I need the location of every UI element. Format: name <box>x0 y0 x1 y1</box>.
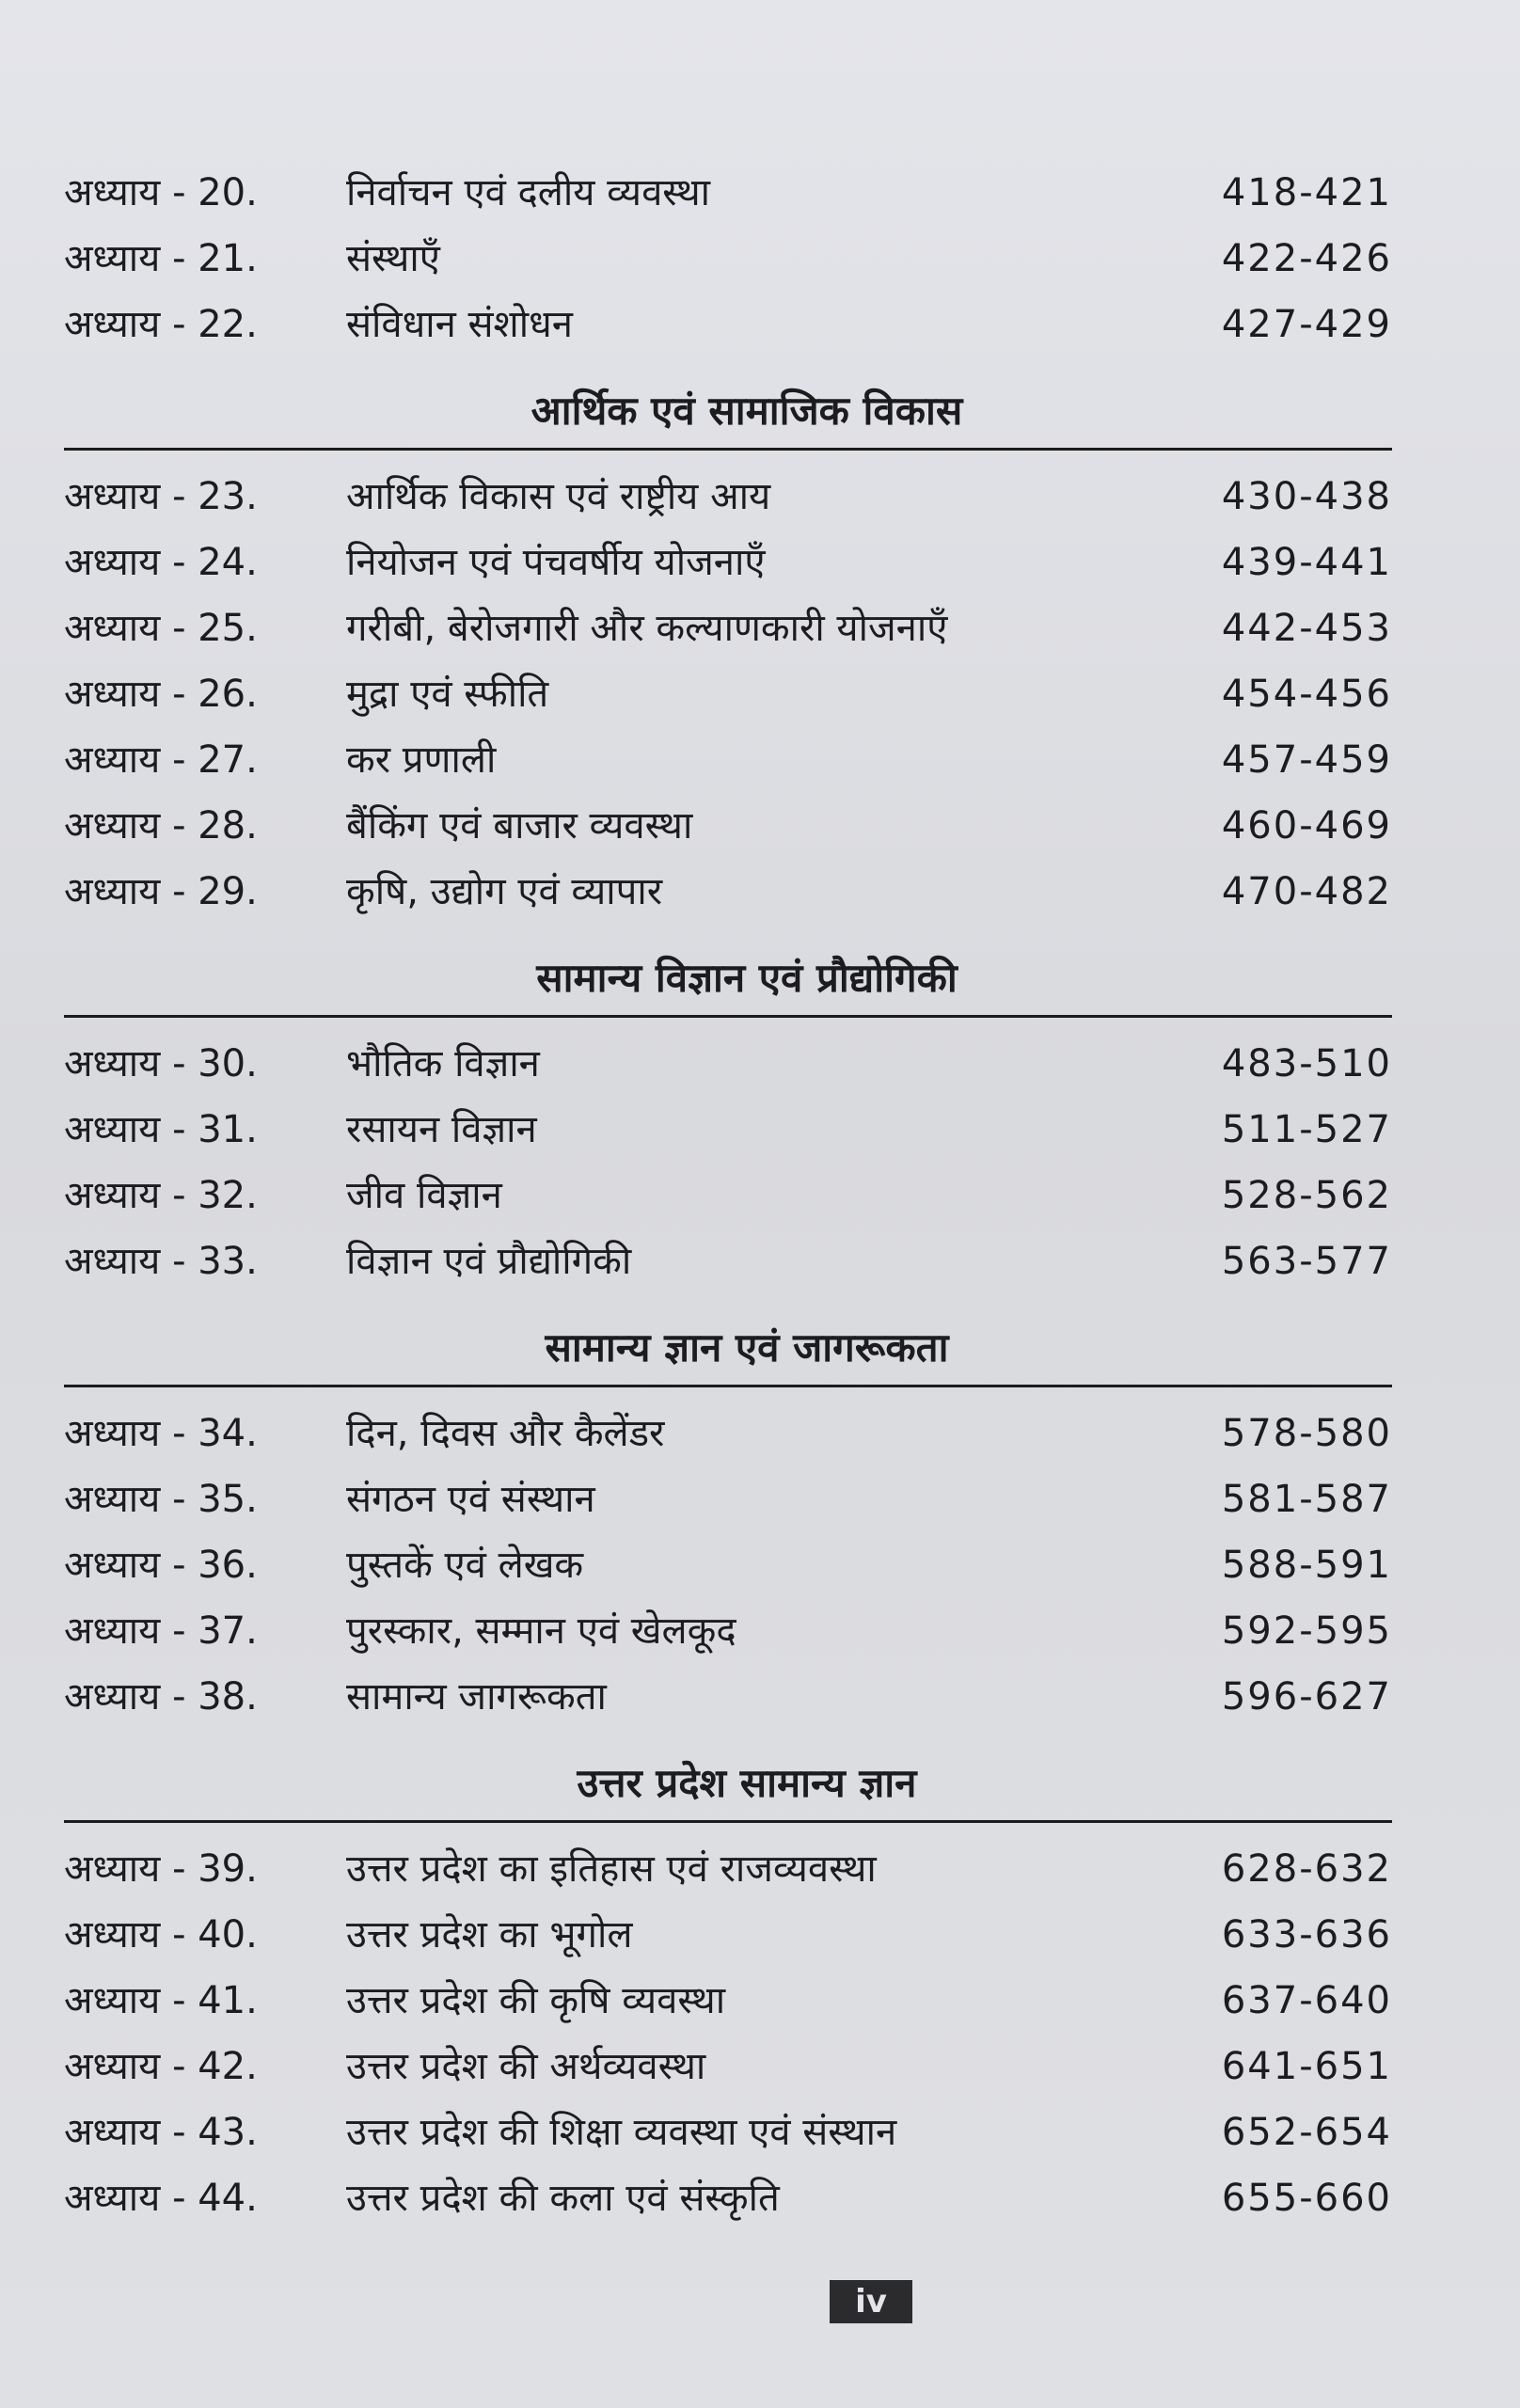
chapter-label: अध्याय - 21. <box>64 237 258 280</box>
chapter-label: अध्याय - 28. <box>64 804 258 848</box>
toc-row <box>64 1598 1392 1664</box>
page-number: iv <box>830 2280 912 2323</box>
section-divider <box>64 448 1392 451</box>
toc-row <box>64 859 1392 925</box>
chapter-title: उत्तर प्रदेश की कृषि व्यवस्था <box>346 1979 726 2022</box>
page-range: 511-527 <box>1221 1108 1392 1151</box>
section-heading: सामान्य विज्ञान एवं प्रौद्योगिकी <box>536 955 958 1001</box>
toc-row <box>64 1902 1392 1968</box>
toc-row <box>64 1031 1392 1097</box>
chapter-title: गरीबी, बेरोजगारी और कल्याणकारी योजनाएँ <box>346 607 948 650</box>
chapter-title: उत्तर प्रदेश की शिक्षा व्यवस्था एवं संस्थान <box>346 2111 897 2154</box>
chapter-title: मुद्रा एवं स्फीति <box>346 673 549 716</box>
toc-row <box>64 595 1392 661</box>
section-heading: आर्थिक एवं सामाजिक विकास <box>530 388 963 434</box>
toc-row <box>64 530 1392 595</box>
page-range: 460-469 <box>1221 804 1392 848</box>
chapter-label: अध्याय - 33. <box>64 1240 258 1283</box>
chapter-title: उत्तर प्रदेश का इतिहास एवं राजव्यवस्था <box>346 1847 877 1891</box>
chapter-label: अध्याय - 25. <box>64 607 258 650</box>
chapter-label: अध्याय - 24. <box>64 541 258 584</box>
toc-row <box>64 1968 1392 2034</box>
toc-row <box>64 1401 1392 1466</box>
chapter-title: बैंकिंग एवं बाजार व्यवस्था <box>346 804 693 848</box>
toc-row <box>64 1664 1392 1730</box>
page-range: 633-636 <box>1221 1913 1392 1956</box>
page-range: 470-482 <box>1221 870 1392 913</box>
page-range: 578-580 <box>1221 1412 1392 1455</box>
chapter-title: आर्थिक विकास एवं राष्ट्रीय आय <box>346 475 771 518</box>
toc-row <box>64 292 1392 357</box>
chapter-label: अध्याय - 20. <box>64 171 258 214</box>
chapter-label: अध्याय - 42. <box>64 2045 258 2088</box>
chapter-label: अध्याय - 36. <box>64 1544 258 1587</box>
toc-row <box>64 464 1392 530</box>
chapter-label: अध्याय - 35. <box>64 1478 258 1521</box>
chapter-label: अध्याय - 23. <box>64 475 258 518</box>
page-range: 439-441 <box>1221 541 1392 584</box>
page-range: 641-651 <box>1221 2045 1392 2088</box>
toc-row <box>64 1836 1392 1902</box>
chapter-title: विज्ञान एवं प्रौद्योगिकी <box>346 1240 632 1283</box>
chapter-title: उत्तर प्रदेश का भूगोल <box>346 1913 633 1956</box>
chapter-label: अध्याय - 27. <box>64 738 258 782</box>
chapter-title: संगठन एवं संस्थान <box>346 1478 595 1521</box>
chapter-title: भौतिक विज्ञान <box>346 1042 540 1085</box>
section-heading: उत्तर प्रदेश सामान्य ज्ञान <box>577 1760 917 1806</box>
toc-row <box>64 2034 1392 2099</box>
section-divider <box>64 1820 1392 1823</box>
page-range: 442-453 <box>1221 607 1392 650</box>
chapter-title: सामान्य जागरूकता <box>346 1675 607 1719</box>
page-range: 483-510 <box>1221 1042 1392 1085</box>
toc-row <box>64 661 1392 727</box>
chapter-label: अध्याय - 29. <box>64 870 258 913</box>
toc-row <box>64 1466 1392 1532</box>
chapter-title: रसायन विज्ञान <box>346 1108 537 1151</box>
chapter-label: अध्याय - 39. <box>64 1847 258 1891</box>
chapter-label: अध्याय - 34. <box>64 1412 258 1455</box>
section-header <box>64 1754 1392 1823</box>
table-of-contents <box>64 160 1392 2231</box>
chapter-title: नियोजन एवं पंचवर्षीय योजनाएँ <box>346 541 766 584</box>
page-range: 596-627 <box>1221 1675 1392 1719</box>
toc-row <box>64 727 1392 793</box>
toc-row <box>64 793 1392 859</box>
toc-row <box>64 1097 1392 1163</box>
page-range: 457-459 <box>1221 738 1392 782</box>
section-heading: सामान्य ज्ञान एवं जागरूकता <box>545 1324 949 1370</box>
page-range: 655-660 <box>1221 2177 1392 2220</box>
page-range: 588-591 <box>1221 1544 1392 1587</box>
section-divider <box>64 1015 1392 1018</box>
chapter-label: अध्याय - 40. <box>64 1913 258 1956</box>
toc-row <box>64 2099 1392 2165</box>
chapter-title: संविधान संशोधन <box>346 303 573 346</box>
page-range: 637-640 <box>1221 1979 1392 2022</box>
page-range: 528-562 <box>1221 1174 1392 1217</box>
chapter-title: उत्तर प्रदेश की कला एवं संस्कृति <box>346 2177 780 2220</box>
page-range: 581-587 <box>1221 1478 1392 1521</box>
chapter-label: अध्याय - 37. <box>64 1609 258 1653</box>
toc-row <box>64 226 1392 292</box>
chapter-title: पुस्तकें एवं लेखक <box>346 1544 584 1587</box>
page-range: 418-421 <box>1221 171 1392 214</box>
chapter-title: पुरस्कार, सम्मान एवं खेलकूद <box>346 1609 736 1653</box>
chapter-title: जीव विज्ञान <box>346 1174 502 1217</box>
chapter-title: संस्थाएँ <box>346 237 440 280</box>
chapter-label: अध्याय - 31. <box>64 1108 258 1151</box>
chapter-label: अध्याय - 22. <box>64 303 258 346</box>
page-range: 454-456 <box>1221 673 1392 716</box>
toc-row <box>64 1163 1392 1228</box>
toc-row <box>64 1532 1392 1598</box>
page-range: 430-438 <box>1221 475 1392 518</box>
chapter-label: अध्याय - 26. <box>64 673 258 716</box>
chapter-title: निर्वाचन एवं दलीय व्यवस्था <box>346 171 710 214</box>
page-range: 652-654 <box>1221 2111 1392 2154</box>
page-range: 422-426 <box>1221 237 1392 280</box>
chapter-title: दिन, दिवस और कैलेंडर <box>346 1412 665 1455</box>
page-range: 563-577 <box>1221 1240 1392 1283</box>
chapter-title: कर प्रणाली <box>346 738 497 782</box>
section-header <box>64 949 1392 1018</box>
toc-row <box>64 1228 1392 1294</box>
chapter-label: अध्याय - 41. <box>64 1979 258 2022</box>
section-header <box>64 1319 1392 1387</box>
page-range: 592-595 <box>1221 1609 1392 1653</box>
chapter-title: कृषि, उद्योग एवं व्यापार <box>346 870 663 913</box>
page-range: 628-632 <box>1221 1847 1392 1891</box>
chapter-label: अध्याय - 43. <box>64 2111 258 2154</box>
toc-row <box>64 2165 1392 2231</box>
section-header <box>64 382 1392 451</box>
chapter-label: अध्याय - 38. <box>64 1675 258 1719</box>
section-divider <box>64 1385 1392 1387</box>
page-range: 427-429 <box>1221 303 1392 346</box>
chapter-label: अध्याय - 44. <box>64 2177 258 2220</box>
chapter-label: अध्याय - 32. <box>64 1174 258 1217</box>
toc-row <box>64 160 1392 226</box>
chapter-title: उत्तर प्रदेश की अर्थव्यवस्था <box>346 2045 706 2088</box>
chapter-label: अध्याय - 30. <box>64 1042 258 1085</box>
